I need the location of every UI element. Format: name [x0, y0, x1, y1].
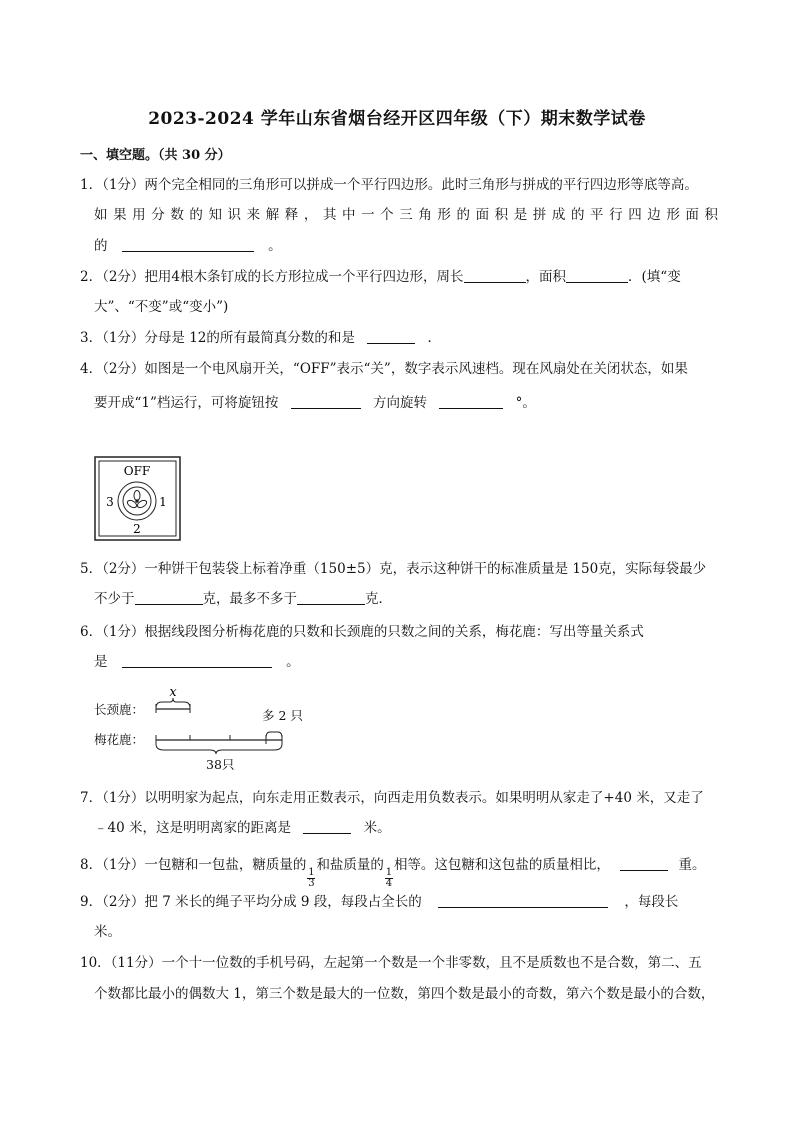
- fraction-denominator: 3: [308, 878, 315, 889]
- q5-min-blank[interactable]: [135, 590, 203, 605]
- q7-answer-blank[interactable]: [303, 819, 351, 834]
- q9-text: 9．（2分）把 7 米长的绳子平均分成 9 段，每段占全长的: [80, 894, 422, 910]
- extra-brace: [266, 732, 282, 738]
- q7-line1: 7．（1分）以明明家为起点，向东走用正数表示，向西走用负数表示。如果明明从家走了+40 米，又走了: [80, 790, 704, 806]
- q1-line2-char: 四: [628, 207, 642, 223]
- q1-line2-char: 是: [513, 207, 528, 223]
- q4-text: 要开成“1”档运行，可将旋钮按: [94, 395, 279, 411]
- q8-text-end: 重。: [678, 857, 706, 873]
- q9-line2: 米。: [94, 924, 121, 940]
- q9-line1: [80, 892, 720, 912]
- q10-line1: 10．（11分）一个十一位数的手机号码，左起第一个数是一个非零数，且不是质数也不是合数，第二、五: [80, 955, 702, 971]
- q6-line1: 6．（1分）根据线段图分析梅花鹿的只数和长颈鹿的只数之间的关系，梅花鹿：写出等量关系式: [80, 624, 644, 640]
- q1-line2-char: 积: [494, 207, 509, 223]
- q1-line2-char: 面: [475, 207, 490, 223]
- q2-text: 2．（2分）把用4根木条钉成的长方形拉成一个平行四边形，周长: [80, 269, 464, 285]
- q1-line2-char: 角: [418, 207, 432, 223]
- q1-text: 的: [94, 238, 108, 254]
- dial-2-label: 2: [133, 522, 141, 536]
- q1-line2-char: 解: [265, 207, 280, 223]
- fraction-numerator: 1: [308, 867, 315, 878]
- q8-text: 和盐质量的: [316, 857, 384, 873]
- q7-text-end: 米。: [363, 820, 391, 836]
- q5-line2: [94, 589, 734, 609]
- q9-text: ，每段长: [624, 894, 679, 910]
- q5-text: 克，最多不多于: [202, 591, 297, 607]
- q4-line1: 4．（2分）如图是一个电风扇开关，“OFF”表示“关”，数字表示风速档。现在风扇处在关闭状态，如果: [80, 361, 688, 377]
- q1-line2-char: 知: [208, 207, 222, 223]
- q6-answer-blank[interactable]: [122, 653, 272, 668]
- page-title: 2023-2024 学年山东省烟台经开区四年级（下）期末数学试卷: [148, 109, 646, 129]
- q1-line2-char: 成: [551, 207, 566, 223]
- q1-line2-char: 拼: [532, 207, 547, 223]
- q5-text: 克．: [365, 591, 392, 607]
- q4-text: °。: [515, 395, 536, 411]
- q1-line2-char: 中: [342, 207, 356, 223]
- q1-line2-char: 形: [437, 207, 451, 223]
- q1-line2-char: 的: [456, 207, 470, 223]
- q2-perimeter-blank[interactable]: [464, 268, 526, 283]
- q2-area-blank[interactable]: [566, 268, 628, 283]
- dial-1-label: 1: [159, 495, 167, 509]
- section-heading: 一、填空题。（共 30 分）: [80, 148, 231, 163]
- fraction-denominator: 4: [385, 878, 393, 889]
- q1-line2-char: 如: [94, 207, 108, 223]
- q6-text: 是: [94, 654, 108, 670]
- q1-answer-blank[interactable]: [122, 237, 254, 252]
- fan-switch-figure: [94, 456, 182, 542]
- q8-text: 8．（1分）一包糖和一包盐，糖质量的: [80, 857, 307, 873]
- q1-line2-char: 边: [647, 207, 661, 223]
- q1-line2-char: 数: [170, 207, 184, 223]
- q1-line3: [94, 236, 734, 256]
- q1-line2-char: 分: [151, 207, 165, 223]
- q1-line2-char: 识: [227, 207, 242, 223]
- q3-text: 3．（1分）分母是 12的所有最简真分数的和是: [80, 330, 355, 346]
- fraction-numerator: 1: [385, 867, 393, 878]
- dial-off-label: OFF: [123, 464, 151, 478]
- total-brace: [156, 744, 282, 754]
- q8-line: [80, 855, 720, 889]
- q5-text: 不少于: [94, 591, 135, 607]
- q1-line2-char: 其: [322, 207, 337, 223]
- q4-line2: [94, 393, 734, 413]
- fan-icon: [126, 491, 148, 510]
- segment-diagram: [150, 682, 290, 762]
- q2-line1: [80, 267, 720, 287]
- q1-line1: 1．（1分）两个完全相同的三角形可以拼成一个平行四边形。此时三角形与拼成的平行四边形等底等高。: [80, 177, 698, 193]
- q1-line2-char: 来: [246, 207, 261, 223]
- q1-text-end: 。: [268, 238, 282, 254]
- q5-max-blank[interactable]: [297, 590, 365, 605]
- q1-line2-char: 三: [399, 207, 413, 223]
- q2-text: ，面积: [525, 269, 567, 285]
- q7-line2: [94, 818, 734, 838]
- fraction-one-third: [307, 868, 315, 889]
- q4-text: 方向旋转: [373, 395, 427, 411]
- q1-line2-char: 形: [666, 207, 680, 223]
- q1-line2: [94, 205, 718, 225]
- dial-3-label: 3: [106, 495, 114, 509]
- q7-text: ﹣40 米，这是明明离家的距离是: [94, 820, 291, 836]
- variable-x: x: [169, 685, 177, 700]
- q10-line2: 个数都比最小的偶数大 1，第三个数是最大的一位数，第四个数是最小的奇数，第六个数是最小的合数，: [94, 986, 715, 1002]
- q3-text-end: ．: [427, 330, 441, 346]
- q5-line1: 5．（2分）一种饼干包装袋上标着净重（150±5）克，表示这种饼干的标准质量是 150克，实际每袋最少: [80, 561, 707, 577]
- q4-direction-blank[interactable]: [291, 394, 361, 409]
- q3-line: [80, 328, 720, 348]
- giraffe-label: 长颈鹿：: [94, 702, 145, 717]
- q1-line2-char: 平: [590, 207, 604, 223]
- q1-line2-char: 果: [113, 207, 127, 223]
- q6-text-end: 。: [286, 654, 300, 670]
- q1-line2-char: 的: [570, 207, 585, 223]
- q2-line2: 大”、“不变”或“变小”): [94, 299, 229, 315]
- more-two-label: 多 2 只: [262, 708, 303, 723]
- q6-line2: [94, 652, 734, 672]
- deer-label: 梅花鹿：: [94, 732, 145, 747]
- q1-line2-char: ，: [303, 207, 318, 223]
- q1-line2-char: 积: [704, 207, 718, 223]
- fraction-one-fourth: [385, 868, 393, 889]
- q8-answer-blank[interactable]: [620, 856, 668, 871]
- q1-line2-char: 释: [284, 207, 299, 223]
- q1-line2-char: 的: [189, 207, 203, 223]
- x-brace: [156, 698, 190, 708]
- q9-fraction-blank[interactable]: [438, 893, 608, 908]
- q2-text: ．(填“变: [628, 269, 681, 285]
- q1-line2-char: 用: [132, 207, 146, 223]
- q3-answer-blank[interactable]: [367, 329, 415, 344]
- q8-text: 相等。这包糖和这包盐的质量相比，: [393, 857, 610, 873]
- q1-line2-char: 一: [361, 207, 375, 223]
- q1-line2-char: 个: [380, 207, 394, 223]
- q1-line2-char: 面: [685, 207, 699, 223]
- q4-degree-blank[interactable]: [439, 394, 503, 409]
- total-label: 38只: [206, 757, 235, 772]
- q1-line2-char: 行: [609, 207, 623, 223]
